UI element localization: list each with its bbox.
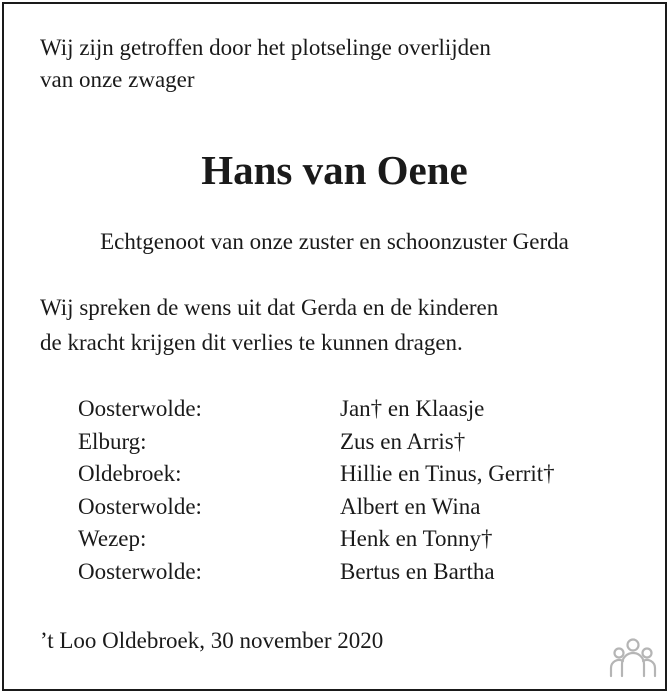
family-row (78, 426, 555, 459)
family-row (78, 491, 555, 524)
family-place: Oosterwolde: (78, 558, 202, 584)
wish-line-1: Wij spreken de wens uit dat Gerda en de kinderen (40, 295, 499, 320)
family-place: Oldebroek: (78, 461, 182, 486)
family-place: Oosterwolde: (78, 396, 202, 421)
intro-line-2: van onze zwager (40, 67, 195, 92)
closing-place-date: ’t Loo Oldebroek, 30 november 2020 (40, 628, 384, 653)
people-group-icon (609, 636, 657, 678)
intro-line-1: Wij zijn getroffen door het plotselinge overlijden (40, 35, 491, 60)
family-place: Wezep: (78, 526, 147, 551)
family-list (78, 393, 555, 588)
family-names: Zus en Arris† (340, 428, 466, 454)
spouse-line: Echtgenoot van onze zuster en schoonzuster Gerda (100, 229, 569, 254)
family-place: Elburg: (78, 428, 147, 454)
wish-text (40, 290, 498, 360)
family-row (78, 556, 555, 589)
family-names: Henk en Tonny† (340, 526, 493, 551)
family-place: Oosterwolde: (78, 493, 202, 519)
family-names: Bertus en Bartha (340, 558, 495, 584)
family-names: Jan† en Klaasje (340, 396, 485, 421)
intro-text (40, 32, 491, 96)
family-row (78, 393, 555, 426)
deceased-name: Hans van Oene (201, 147, 468, 193)
family-row (78, 458, 555, 491)
wish-line-2: de kracht krijgen dit verlies te kunnen dragen. (40, 330, 463, 355)
family-names: Hillie en Tinus, Gerrit† (340, 461, 555, 486)
family-row (78, 523, 555, 556)
family-names: Albert en Wina (340, 493, 481, 519)
